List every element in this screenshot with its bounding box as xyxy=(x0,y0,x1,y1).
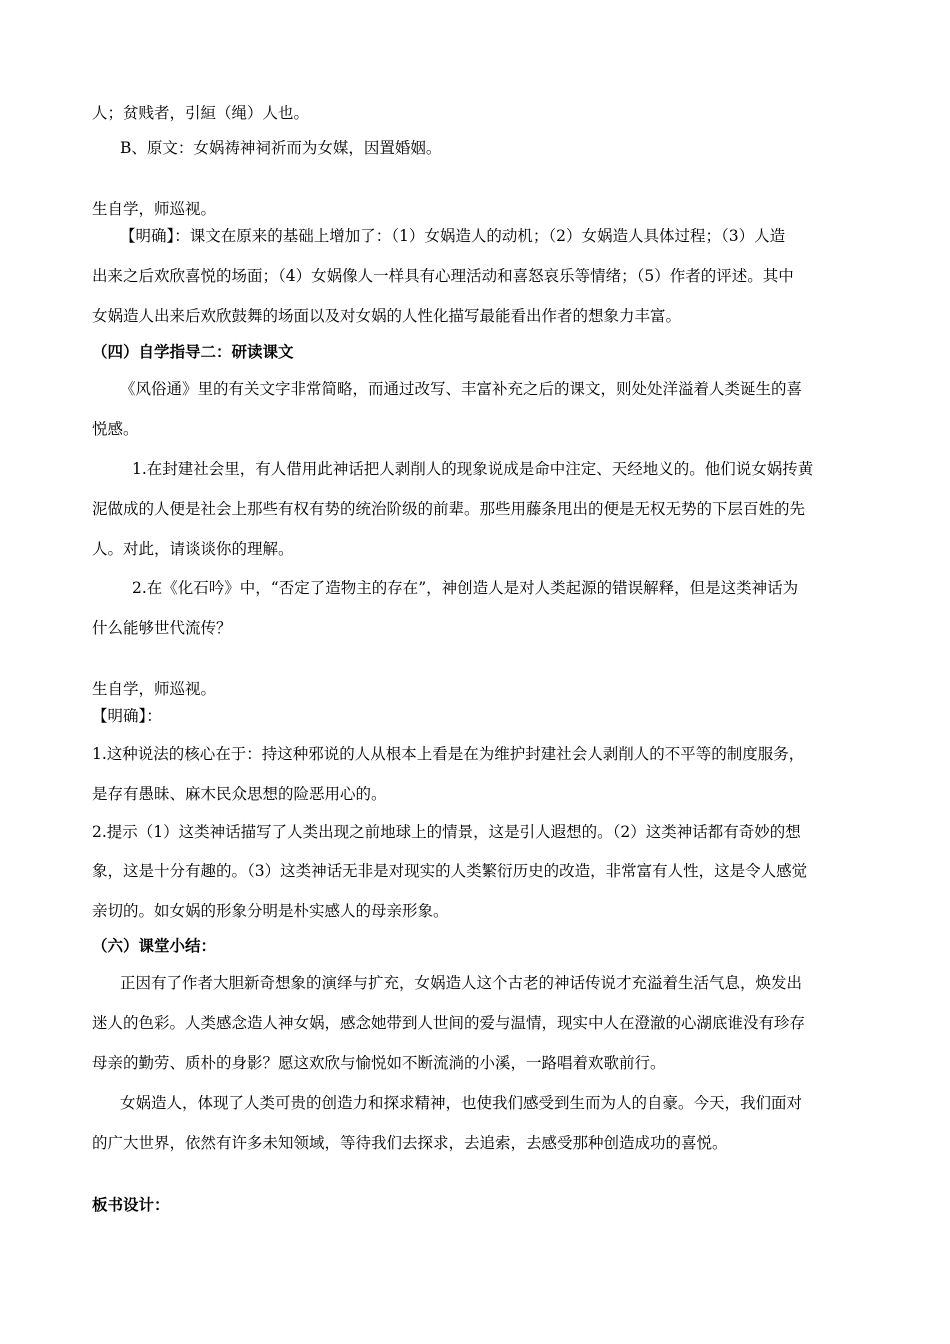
section-heading: （六）课堂小结： xyxy=(92,936,217,955)
paragraph-line: 什么能够世代流传？ xyxy=(92,619,232,637)
paragraph-line: 女娲造人，体现了人类可贵的创造力和探求精神，也使我们感受到生而为人的自豪。今天，我们面对 xyxy=(120,1094,803,1112)
paragraph-line: 1.在封建社会里，有人借用此神话把人剥削人的现象说成是命中注定、天经地义的。他们说女娲抟黄 xyxy=(132,460,814,478)
paragraph-line: 亲切的。如女娲的形象分明是朴实感人的母亲形象。 xyxy=(92,902,449,920)
paragraph-line: 的广大世界，依然有许多未知领域，等待我们去探求，去追索，去感受那种创造成功的喜悦。 xyxy=(92,1134,728,1152)
paragraph-line: 泥做成的人便是社会上那些有权有势的统治阶级的前辈。那些用藤条甩出的便是无权无势的下层百姓的先 xyxy=(92,500,806,518)
paragraph-line: 人；贫贱者，引絙（绳）人也。 xyxy=(92,104,310,122)
paragraph-line: 母亲的勤劳、质朴的身影？愿这欢欣与愉悦如不断流淌的小溪，一路唱着欢歌前行。 xyxy=(92,1054,666,1072)
paragraph-line: 2.在《化石吟》中，“否定了造物主的存在”，神创造人是对人类起源的错误解释，但是这类神话为 xyxy=(132,579,799,597)
paragraph-line: 是存有愚昧、麻木民众思想的险恶用心的。 xyxy=(92,785,387,803)
paragraph-line: 【明确】：课文在原来的基础上增加了：（1）女娲造人的动机；（2）女娲造人具体过程；（3）人造 xyxy=(120,227,786,245)
section-heading: （四）自学指导二：研读课文 xyxy=(92,342,294,361)
paragraph-line: 生自学，师巡视。 xyxy=(92,680,217,698)
paragraph-line: 出来之后欢欣喜悦的场面；（4）女娲像人一样具有心理活动和喜怒哀乐等情绪；（5）作者的评述。其中 xyxy=(92,267,794,285)
paragraph-line: 2.提示（1）这类神话描写了人类出现之前地球上的情景，这是引人遐想的。（2）这类神话都有奇妙的想 xyxy=(92,823,801,841)
paragraph-line: 女娲造人出来后欢欣鼓舞的场面以及对女娲的人性化描写最能看出作者的想象力丰富。 xyxy=(92,307,682,325)
paragraph-line: 《风俗通》里的有关文字非常简略，而通过改写、丰富补充之后的课文，则处处洋溢着人类诞生的喜 xyxy=(120,380,803,398)
paragraph-line: B、原文：女娲祷神祠祈而为女媒，因置婚姻。 xyxy=(120,139,442,157)
paragraph-line: 人。对此，请谈谈你的理解。 xyxy=(92,540,294,558)
paragraph-line: 【明确】： xyxy=(92,707,162,725)
paragraph-line: 生自学，师巡视。 xyxy=(92,200,217,218)
section-heading: 板书设计： xyxy=(92,1195,170,1214)
paragraph-line: 1.这种说法的核心在于：持这种邪说的人从根本上看是在为维护封建社会人剥削人的不平等的制度服务， xyxy=(92,745,805,763)
paragraph-line: 象，这是十分有趣的。（3）这类神话无非是对现实的人类繁衍历史的改造，非常富有人性，这是令人感觉 xyxy=(92,862,808,880)
paragraph-line: 正因有了作者大胆新奇想象的演绎与扩充，女娲造人这个古老的神话传说才充溢着生活气息，焕发出 xyxy=(120,974,803,992)
paragraph-line: 悦感。 xyxy=(92,420,139,438)
paragraph-line: 迷人的色彩。人类感念造人神女娲，感念她带到人世间的爱与温情，现实中人在澄澈的心湖底谁没有珍存 xyxy=(92,1014,806,1032)
